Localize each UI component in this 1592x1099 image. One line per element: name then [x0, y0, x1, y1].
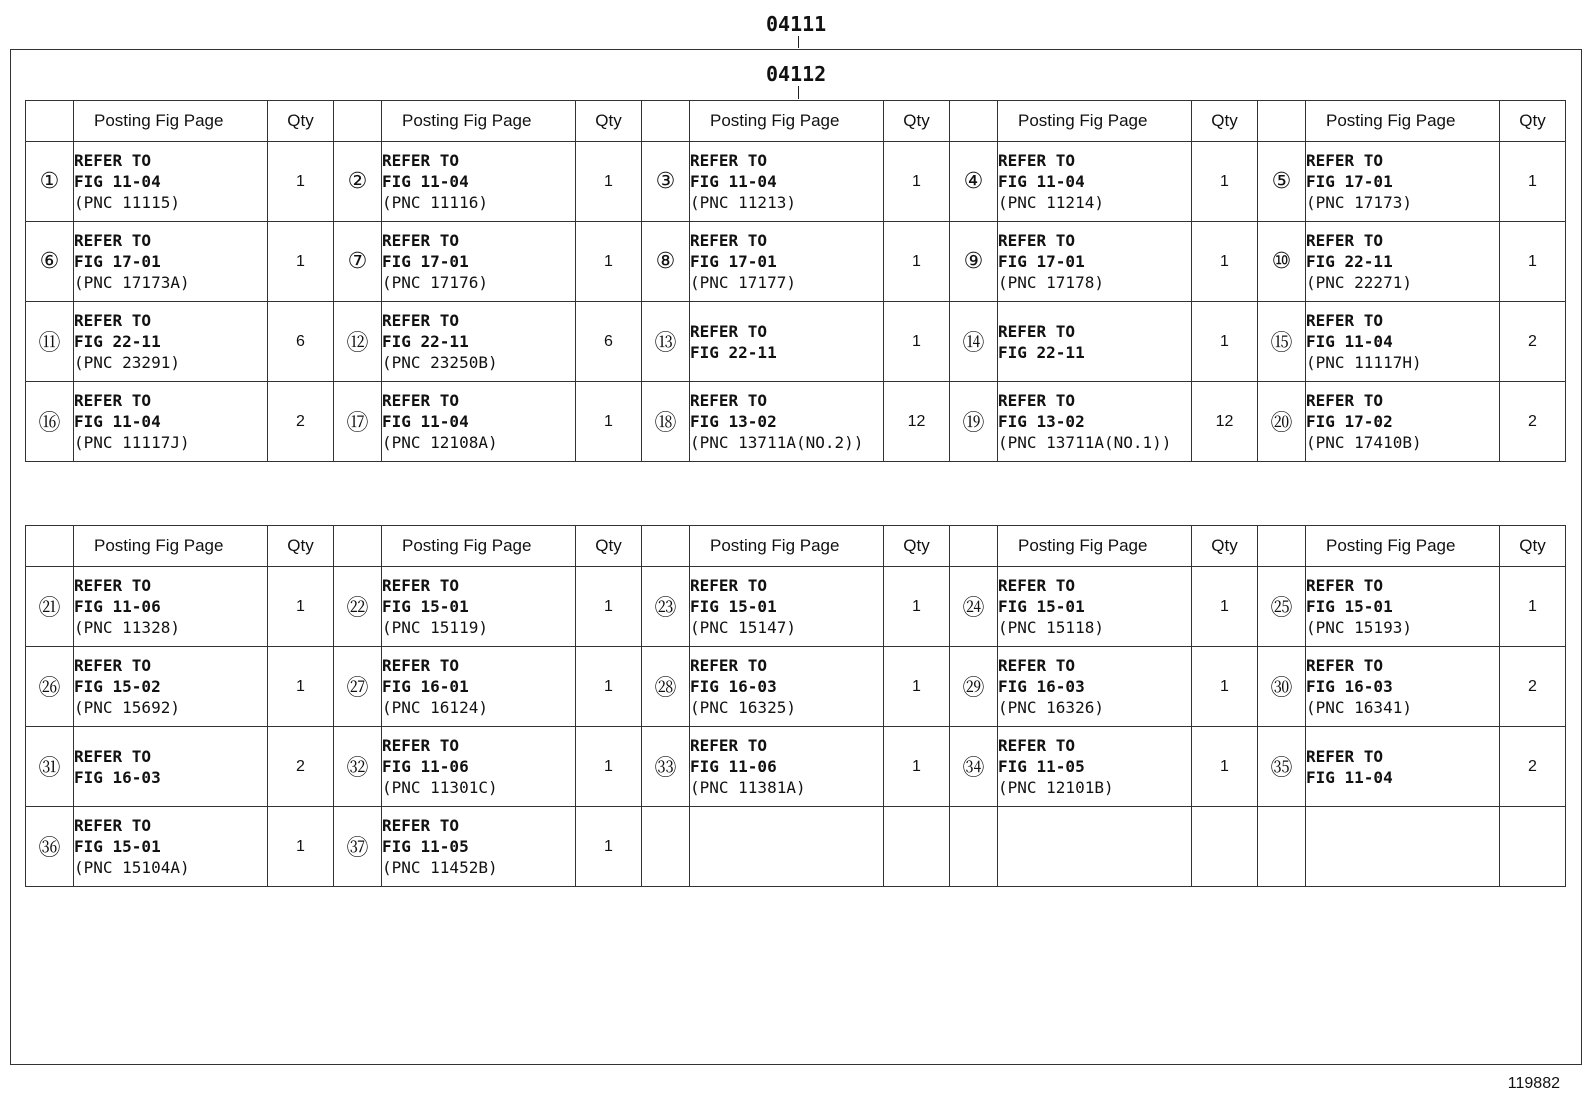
reference-cell	[74, 807, 268, 887]
callout-number: ㉗	[334, 647, 382, 727]
refer-to-text: REFER TO	[74, 231, 152, 250]
pnc-reference: (PNC 17177)	[690, 273, 796, 292]
header-qty: Qty	[576, 526, 642, 567]
reference-cell	[1306, 727, 1500, 807]
quantity-value: 1	[576, 142, 642, 222]
refer-to-text: REFER TO	[998, 656, 1076, 675]
fig-reference: FIG 17-02	[1306, 412, 1393, 431]
header-blank-cell	[1258, 101, 1306, 142]
quantity-value: 1	[884, 222, 950, 302]
refer-to-text: REFER TO	[690, 151, 768, 170]
header-blank-cell	[334, 101, 382, 142]
header-qty: Qty	[1500, 101, 1566, 142]
quantity-value: 1	[1192, 302, 1258, 382]
refer-to-text: REFER TO	[382, 311, 460, 330]
reference-cell	[1306, 647, 1500, 727]
reference-cell	[998, 727, 1192, 807]
reference-cell	[690, 382, 884, 462]
callout-number: ⑳	[1258, 382, 1306, 462]
quantity-value: 1	[1192, 727, 1258, 807]
header-qty: Qty	[1192, 526, 1258, 567]
callout-number: ⑭	[950, 302, 998, 382]
refer-to-text: REFER TO	[998, 231, 1076, 250]
quantity-value: 1	[884, 647, 950, 727]
reference-cell	[382, 302, 576, 382]
fig-reference: FIG 11-06	[382, 757, 469, 776]
reference-cell	[382, 807, 576, 887]
header-qty: Qty	[1192, 101, 1258, 142]
quantity-value: 2	[1500, 727, 1566, 807]
refer-to-text: REFER TO	[1306, 151, 1384, 170]
reference-cell	[74, 382, 268, 462]
reference-cell	[74, 567, 268, 647]
fig-reference: FIG 11-04	[998, 172, 1085, 191]
callout-number: ㉔	[950, 567, 998, 647]
callout-number: ㉙	[950, 647, 998, 727]
pnc-reference: (PNC 17178)	[998, 273, 1104, 292]
refer-to-text: REFER TO	[690, 391, 768, 410]
pnc-reference: (PNC 15104A)	[74, 858, 190, 877]
callout-number: ㉓	[642, 567, 690, 647]
table-row	[26, 807, 1566, 887]
quantity-value: 1	[268, 222, 334, 302]
header-posting-fig-page: Posting Fig Page	[74, 526, 268, 567]
fig-reference: FIG 13-02	[998, 412, 1085, 431]
pnc-reference: (PNC 11301C)	[382, 778, 498, 797]
callout-number: ⑩	[1258, 222, 1306, 302]
callout-number: ㉛	[26, 727, 74, 807]
refer-to-text: REFER TO	[1306, 746, 1384, 766]
pnc-reference: (PNC 13711A(NO.2))	[690, 433, 864, 452]
quantity-value: 1	[1500, 567, 1566, 647]
quantity-value: 1	[1192, 647, 1258, 727]
table-row	[26, 222, 1566, 302]
fig-reference: FIG 11-05	[382, 837, 469, 856]
leader-line-top	[798, 36, 799, 48]
header-blank-cell	[1258, 526, 1306, 567]
quantity-value: 1	[576, 222, 642, 302]
refer-to-text: REFER TO	[382, 656, 460, 675]
quantity-value: 2	[268, 382, 334, 462]
refer-to-text: REFER TO	[690, 656, 768, 675]
header-blank-cell	[950, 526, 998, 567]
callout-number: ⑪	[26, 302, 74, 382]
callout-number: ⑦	[334, 222, 382, 302]
fig-reference: FIG 11-04	[1306, 332, 1393, 351]
header-blank-cell	[642, 526, 690, 567]
header-posting-fig-page: Posting Fig Page	[998, 526, 1192, 567]
reference-cell	[382, 727, 576, 807]
fig-reference: FIG 16-03	[998, 677, 1085, 696]
quantity-value: 1	[884, 302, 950, 382]
quantity-value	[1192, 807, 1258, 887]
callout-number: ⑤	[1258, 142, 1306, 222]
header-posting-fig-page: Posting Fig Page	[74, 101, 268, 142]
header-qty: Qty	[576, 101, 642, 142]
header-row	[26, 526, 1566, 567]
reference-cell	[382, 222, 576, 302]
pnc-reference: (PNC 16124)	[382, 698, 488, 717]
callout-number: ①	[26, 142, 74, 222]
header-qty: Qty	[884, 526, 950, 567]
fig-reference: FIG 16-03	[1306, 677, 1393, 696]
fig-reference: FIG 11-04	[74, 412, 161, 431]
callout-number: ⑧	[642, 222, 690, 302]
reference-cell	[1306, 302, 1500, 382]
reference-cell	[690, 222, 884, 302]
callout-number: ⑥	[26, 222, 74, 302]
fig-reference: FIG 22-11	[690, 342, 777, 362]
reference-cell	[1306, 142, 1500, 222]
quantity-value: 12	[1192, 382, 1258, 462]
callout-number: ⑲	[950, 382, 998, 462]
quantity-value: 1	[576, 807, 642, 887]
quantity-value: 1	[268, 142, 334, 222]
reference-cell	[998, 382, 1192, 462]
fig-reference: FIG 11-06	[74, 597, 161, 616]
refer-to-text: REFER TO	[690, 576, 768, 595]
pnc-reference: (PNC 11115)	[74, 193, 180, 212]
pnc-reference: (PNC 11328)	[74, 618, 180, 637]
reference-table-1	[25, 100, 1566, 462]
quantity-value	[1500, 807, 1566, 887]
callout-number: ㊱	[26, 807, 74, 887]
pnc-reference: (PNC 17410B)	[1306, 433, 1422, 452]
header-blank-cell	[26, 101, 74, 142]
pnc-reference: (PNC 11452B)	[382, 858, 498, 877]
fig-reference: FIG 11-06	[690, 757, 777, 776]
refer-to-text: REFER TO	[1306, 391, 1384, 410]
reference-cell	[690, 142, 884, 222]
quantity-value: 1	[1500, 142, 1566, 222]
refer-to-text: REFER TO	[690, 321, 768, 341]
fig-reference: FIG 22-11	[382, 332, 469, 351]
reference-cell	[1306, 382, 1500, 462]
table-row	[26, 647, 1566, 727]
pnc-reference: (PNC 17173A)	[74, 273, 190, 292]
pnc-reference: (PNC 23250B)	[382, 353, 498, 372]
callout-number	[1258, 807, 1306, 887]
header-blank-cell	[642, 101, 690, 142]
callout-number: ㉕	[1258, 567, 1306, 647]
callout-number: ⑮	[1258, 302, 1306, 382]
reference-cell	[74, 727, 268, 807]
fig-reference: FIG 17-01	[382, 252, 469, 271]
fig-reference: FIG 11-04	[1306, 767, 1393, 787]
reference-cell	[998, 567, 1192, 647]
leader-line-inner	[798, 86, 799, 99]
callout-number: ②	[334, 142, 382, 222]
reference-cell	[74, 647, 268, 727]
fig-reference: FIG 11-04	[382, 412, 469, 431]
reference-cell	[382, 567, 576, 647]
pnc-reference: (PNC 16326)	[998, 698, 1104, 717]
fig-reference: FIG 13-02	[690, 412, 777, 431]
header-posting-fig-page: Posting Fig Page	[382, 526, 576, 567]
refer-to-text: REFER TO	[74, 816, 152, 835]
pnc-reference: (PNC 22271)	[1306, 273, 1412, 292]
quantity-value: 1	[884, 142, 950, 222]
callout-number: ㉚	[1258, 647, 1306, 727]
pnc-reference: (PNC 15692)	[74, 698, 180, 717]
header-qty: Qty	[1500, 526, 1566, 567]
refer-to-text: REFER TO	[998, 391, 1076, 410]
refer-to-text: REFER TO	[74, 151, 152, 170]
quantity-value: 6	[268, 302, 334, 382]
callout-number: ㉜	[334, 727, 382, 807]
header-qty: Qty	[884, 101, 950, 142]
quantity-value: 1	[1192, 567, 1258, 647]
refer-to-text: REFER TO	[1306, 656, 1384, 675]
quantity-value: 1	[1500, 222, 1566, 302]
quantity-value: 2	[1500, 302, 1566, 382]
fig-reference: FIG 11-04	[74, 172, 161, 191]
table-row	[26, 567, 1566, 647]
reference-cell	[1306, 222, 1500, 302]
callout-number: ㉝	[642, 727, 690, 807]
pnc-reference: (PNC 13711A(NO.1))	[998, 433, 1172, 452]
refer-to-text: REFER TO	[382, 151, 460, 170]
callout-number: ⑯	[26, 382, 74, 462]
table-row	[26, 727, 1566, 807]
quantity-value: 1	[576, 727, 642, 807]
header-blank-cell	[26, 526, 74, 567]
fig-reference: FIG 17-01	[690, 252, 777, 271]
header-posting-fig-page: Posting Fig Page	[998, 101, 1192, 142]
quantity-value	[884, 807, 950, 887]
assembly-code-04111: 04111	[766, 12, 827, 36]
reference-cell	[74, 142, 268, 222]
header-blank-cell	[334, 526, 382, 567]
fig-reference: FIG 15-01	[1306, 597, 1393, 616]
fig-reference: FIG 15-01	[998, 597, 1085, 616]
pnc-reference: (PNC 16325)	[690, 698, 796, 717]
callout-number: ㉑	[26, 567, 74, 647]
refer-to-text: REFER TO	[74, 656, 152, 675]
reference-cell	[1306, 567, 1500, 647]
refer-to-text: REFER TO	[690, 736, 768, 755]
fig-reference: FIG 22-11	[1306, 252, 1393, 271]
pnc-reference: (PNC 15118)	[998, 618, 1104, 637]
fig-reference: FIG 17-01	[1306, 172, 1393, 191]
header-posting-fig-page: Posting Fig Page	[690, 101, 884, 142]
reference-cell	[382, 382, 576, 462]
refer-to-text: REFER TO	[1306, 576, 1384, 595]
fig-reference: FIG 17-01	[74, 252, 161, 271]
quantity-value: 1	[576, 382, 642, 462]
reference-cell	[382, 142, 576, 222]
callout-number	[950, 807, 998, 887]
fig-reference: FIG 22-11	[74, 332, 161, 351]
refer-to-text: REFER TO	[998, 736, 1076, 755]
header-row	[26, 101, 1566, 142]
quantity-value: 1	[1192, 222, 1258, 302]
reference-cell	[690, 727, 884, 807]
refer-to-text: REFER TO	[1306, 231, 1384, 250]
callout-number	[642, 807, 690, 887]
callout-number: ⑰	[334, 382, 382, 462]
reference-cell	[998, 647, 1192, 727]
table-row	[26, 382, 1566, 462]
reference-cell	[74, 222, 268, 302]
pnc-reference: (PNC 11381A)	[690, 778, 806, 797]
assembly-code-04112: 04112	[766, 62, 827, 86]
pnc-reference: (PNC 23291)	[74, 353, 180, 372]
refer-to-text: REFER TO	[382, 391, 460, 410]
header-qty: Qty	[268, 101, 334, 142]
header-posting-fig-page: Posting Fig Page	[1306, 101, 1500, 142]
pnc-reference: (PNC 11214)	[998, 193, 1104, 212]
reference-cell	[998, 302, 1192, 382]
pnc-reference: (PNC 16341)	[1306, 698, 1412, 717]
callout-number: ③	[642, 142, 690, 222]
pnc-reference: (PNC 15193)	[1306, 618, 1412, 637]
quantity-value: 1	[576, 647, 642, 727]
fig-reference: FIG 11-04	[690, 172, 777, 191]
reference-cell	[1306, 807, 1500, 887]
header-qty: Qty	[268, 526, 334, 567]
quantity-value: 2	[1500, 647, 1566, 727]
header-blank-cell	[950, 101, 998, 142]
illustration-id: 119882	[1507, 1075, 1560, 1092]
refer-to-text: REFER TO	[382, 816, 460, 835]
quantity-value: 6	[576, 302, 642, 382]
table-row	[26, 302, 1566, 382]
table-row	[26, 142, 1566, 222]
refer-to-text: REFER TO	[1306, 311, 1384, 330]
callout-number: ㊲	[334, 807, 382, 887]
pnc-reference: (PNC 17176)	[382, 273, 488, 292]
quantity-value: 2	[1500, 382, 1566, 462]
quantity-value: 1	[268, 567, 334, 647]
reference-cell	[690, 647, 884, 727]
fig-reference: FIG 11-04	[382, 172, 469, 191]
header-posting-fig-page: Posting Fig Page	[690, 526, 884, 567]
fig-reference: FIG 15-01	[382, 597, 469, 616]
fig-reference: FIG 11-05	[998, 757, 1085, 776]
header-posting-fig-page: Posting Fig Page	[382, 101, 576, 142]
callout-number: ⑨	[950, 222, 998, 302]
refer-to-text: REFER TO	[998, 576, 1076, 595]
callout-number: ㉒	[334, 567, 382, 647]
quantity-value: 12	[884, 382, 950, 462]
refer-to-text: REFER TO	[382, 231, 460, 250]
pnc-reference: (PNC 17173)	[1306, 193, 1412, 212]
callout-number: ㉞	[950, 727, 998, 807]
quantity-value: 1	[884, 567, 950, 647]
quantity-value: 1	[268, 807, 334, 887]
fig-reference: FIG 15-01	[74, 837, 161, 856]
quantity-value: 1	[576, 567, 642, 647]
fig-reference: FIG 22-11	[998, 342, 1085, 362]
fig-reference: FIG 15-02	[74, 677, 161, 696]
callout-number: ⑬	[642, 302, 690, 382]
refer-to-text: REFER TO	[74, 311, 152, 330]
pnc-reference: (PNC 11117H)	[1306, 353, 1422, 372]
fig-reference: FIG 16-03	[74, 767, 161, 787]
reference-cell	[690, 302, 884, 382]
callout-number: ⑫	[334, 302, 382, 382]
reference-cell	[998, 807, 1192, 887]
fig-reference: FIG 15-01	[690, 597, 777, 616]
callout-number: ㉟	[1258, 727, 1306, 807]
refer-to-text: REFER TO	[690, 231, 768, 250]
pnc-reference: (PNC 15147)	[690, 618, 796, 637]
pnc-reference: (PNC 11213)	[690, 193, 796, 212]
pnc-reference: (PNC 15119)	[382, 618, 488, 637]
fig-reference: FIG 17-01	[998, 252, 1085, 271]
quantity-value: 1	[884, 727, 950, 807]
header-posting-fig-page: Posting Fig Page	[1306, 526, 1500, 567]
reference-cell	[998, 142, 1192, 222]
pnc-reference: (PNC 11116)	[382, 193, 488, 212]
refer-to-text: REFER TO	[998, 321, 1076, 341]
refer-to-text: REFER TO	[998, 151, 1076, 170]
reference-cell	[998, 222, 1192, 302]
refer-to-text: REFER TO	[74, 391, 152, 410]
quantity-value: 1	[1192, 142, 1258, 222]
callout-number: ㉖	[26, 647, 74, 727]
callout-number: ⑱	[642, 382, 690, 462]
pnc-reference: (PNC 12101B)	[998, 778, 1114, 797]
callout-number: ㉘	[642, 647, 690, 727]
fig-reference: FIG 16-01	[382, 677, 469, 696]
reference-cell	[382, 647, 576, 727]
quantity-value: 1	[268, 647, 334, 727]
reference-cell	[690, 807, 884, 887]
quantity-value: 2	[268, 727, 334, 807]
refer-to-text: REFER TO	[74, 746, 152, 766]
refer-to-text: REFER TO	[74, 576, 152, 595]
pnc-reference: (PNC 11117J)	[74, 433, 190, 452]
reference-cell	[74, 302, 268, 382]
callout-number: ④	[950, 142, 998, 222]
pnc-reference: (PNC 12108A)	[382, 433, 498, 452]
fig-reference: FIG 16-03	[690, 677, 777, 696]
reference-cell	[690, 567, 884, 647]
refer-to-text: REFER TO	[382, 736, 460, 755]
refer-to-text: REFER TO	[382, 576, 460, 595]
reference-table-2	[25, 525, 1566, 887]
